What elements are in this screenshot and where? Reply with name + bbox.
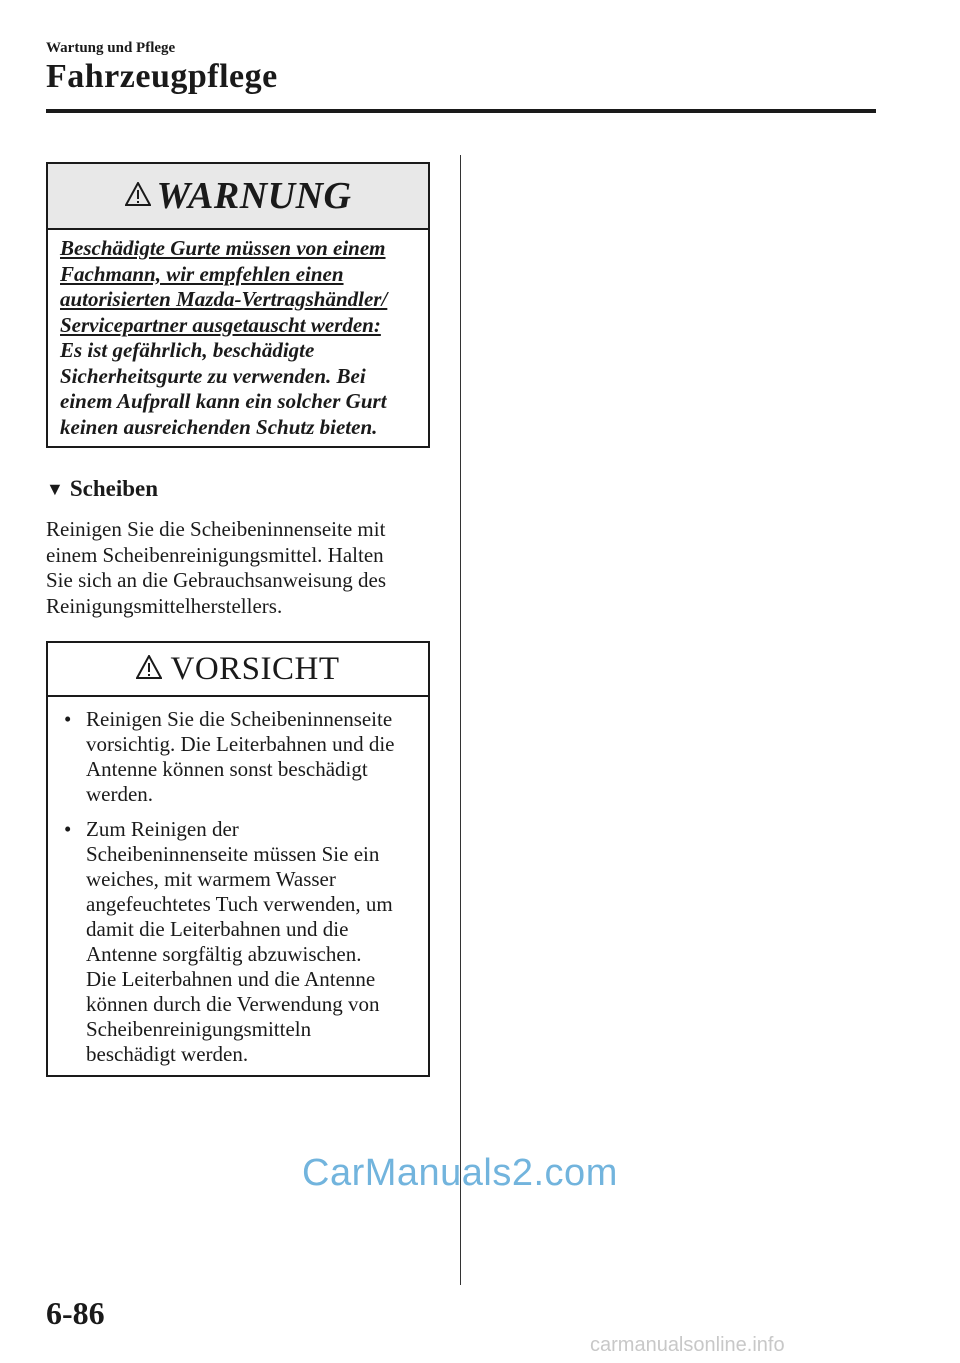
site-watermark: carmanualsonline.info [590,1334,785,1356]
warning-line: Es ist gefährlich, beschädigte [60,338,315,362]
warning-line: Beschädigte Gurte müssen von einem [60,236,386,260]
warning-line: keinen ausreichenden Schutz bieten. [60,414,378,439]
title-rule [46,109,876,113]
warning-box [46,162,430,448]
triangle-marker-icon: ▼ [46,478,64,499]
section-heading [46,476,158,502]
list-item-line: werden. [86,782,154,806]
caution-header [48,643,428,697]
list-item [62,817,420,1067]
bullet-icon: • [64,707,72,731]
warning-triangle-icon [136,655,162,684]
page-title: Fahrzeugpflege [46,58,278,95]
caution-list [48,697,428,1067]
paragraph-line: Reinigungsmittelherstellers. [46,593,283,618]
paragraph-line: Reinigen Sie die Scheibeninnenseite mit [46,517,386,541]
warning-line: einem Aufprall kann ein solcher Gurt [60,389,387,413]
warning-line: Servicepartner ausgetauscht werden: [60,312,381,337]
list-item-line: Die Leiterbahnen und die Antenne [86,967,376,991]
watermark-link[interactable]: CarManuals2.com [302,1152,618,1194]
bullet-icon: • [64,817,72,841]
caution-title: VORSICHT [170,650,340,687]
list-item-line: Scheibenreinigungsmitteln [86,1017,312,1041]
list-item-line: angefeuchtetes Tuch verwenden, um [86,892,393,916]
list-item-line: Antenne sorgfältig abzuwischen. [86,942,362,966]
list-item-line: vorsichtig. Die Leiterbahnen und die [86,732,395,756]
warning-title: WARNUNG [156,175,352,217]
list-item-line: Zum Reinigen der [86,817,239,841]
paragraph-line: Sie sich an die Gebrauchsanweisung des [46,568,386,592]
section-label: Wartung und Pflege [46,40,176,56]
warning-line: Fachmann, wir empfehlen einen [60,261,344,286]
warning-header [48,164,428,230]
paragraph-line: einem Scheibenreinigungsmittel. Halten [46,542,384,567]
warning-triangle-icon [125,182,151,211]
page-number: 6-86 [46,1295,105,1331]
column-divider [460,155,461,1285]
warning-text [48,230,428,440]
list-item-line: können durch die Verwendung von [86,992,380,1016]
list-item [62,707,420,807]
warning-line: autorisierten Mazda-Vertragshändler/ [60,287,388,311]
caution-box [46,641,430,1077]
list-item-line: weiches, mit warmem Wasser [86,867,336,891]
warning-line: Sicherheitsgurte zu verwenden. Bei [60,363,366,388]
list-item-line: Scheibeninnenseite müssen Sie ein [86,842,380,866]
list-item-line: Antenne können sonst beschädigt [86,757,368,781]
body-paragraph [46,517,446,619]
section-heading-text: Scheiben [69,476,159,501]
list-item-line: damit die Leiterbahnen und die [86,917,349,941]
list-item-line: Reinigen Sie die Scheibeninnenseite [86,707,393,731]
list-item-line: beschädigt werden. [86,1042,249,1066]
